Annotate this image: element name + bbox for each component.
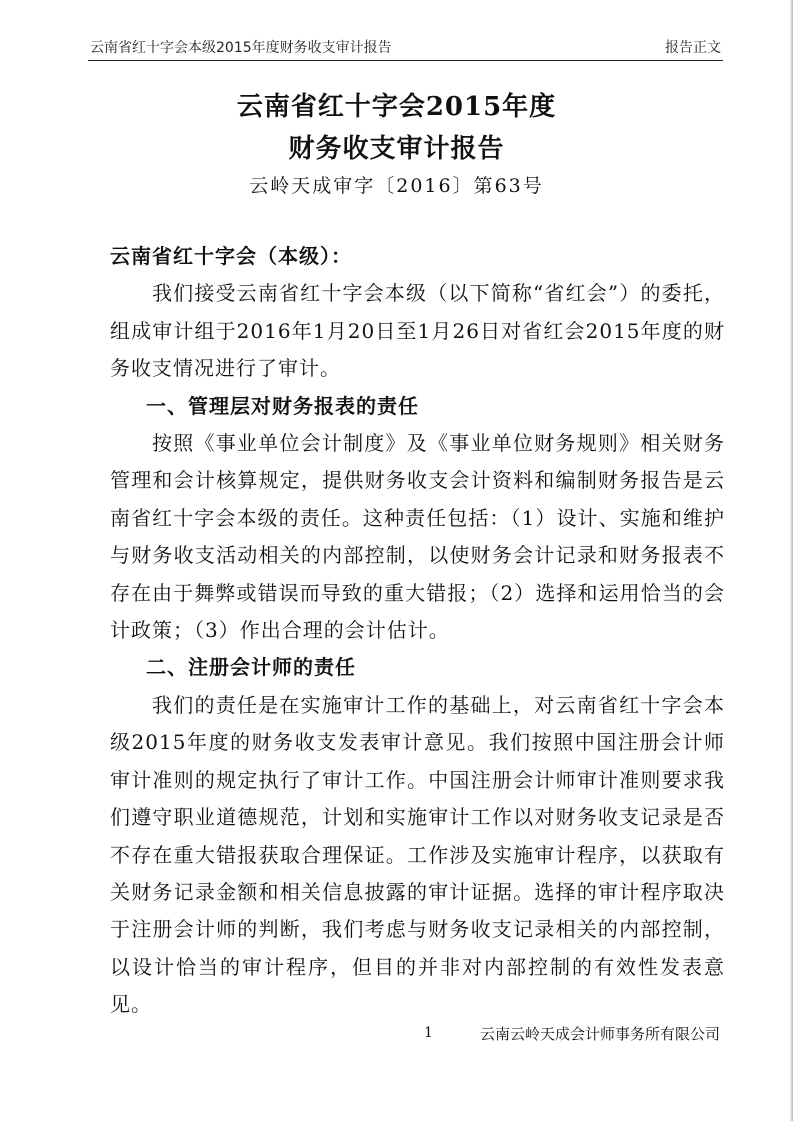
header-report-title: 云南省红十字会本级2015年度财务收支审计报告 <box>90 40 392 56</box>
section1-paragraph: 按照《事业单位会计制度》及《事业单位财务规则》相关财务管理和会计核算规定，提供财务收支会计资料和编制财务报告是云南省红十字会本级的责任。这种责任包括：（1）设计、实施和维护与财务收支活动相关的内部控制，以使财务会计记录和财务报表不存在由于舞弊或错误而导致的重大错报；（2）选择和运用恰当的会计政策；（3）作出合理的会计估计。 <box>110 431 725 643</box>
footer-company-name: 云南云岭天成会计师事务所有限公司 <box>480 1025 721 1043</box>
document-title-line1: 云南省红十字会2015年度 <box>236 92 557 122</box>
page-number: 1 <box>424 1025 433 1041</box>
section2-heading: 二、注册会计师的责任 <box>146 655 356 680</box>
section2-paragraph: 我们的责任是在实施审计工作的基础上，对云南省红十字会本级2015年度的财务收支发表审计意见。我们按照中国注册会计师审计准则的规定执行了审计工作。中国注册会计师审计准则要求我们遵守职业道德规范，计划和实施审计工作以对财务收支记录是否不存在重大错报获取合理保证。工作涉及实施审计程序，以获取有关财务记录金额和相关信息披露的审计证据。选择的审计程序取决于注册会计师的判断，我们考虑与财务收支记录相关的内部控制，以设计恰当的审计程序，但目的并非对内部控制的有效性发表意见。 <box>110 692 725 1017</box>
page-header <box>88 34 723 61</box>
document-title-line2: 财务收支审计报告 <box>288 134 505 164</box>
salutation: 云南省红十字会（本级）： <box>110 244 352 268</box>
header-section-label: 报告正文 <box>665 40 721 56</box>
document-number: 云岭天成审字〔2016〕第63号 <box>249 175 544 197</box>
report-body <box>110 238 725 1024</box>
intro-paragraph: 我们接受云南省红十字会本级（以下简称“省红会”）的委托，组成审计组于2016年1月20日至1月26日对省红会2015年度的财务收支情况进行了审计。 <box>110 281 725 381</box>
section1-heading: 一、管理层对财务报表的责任 <box>146 393 419 418</box>
